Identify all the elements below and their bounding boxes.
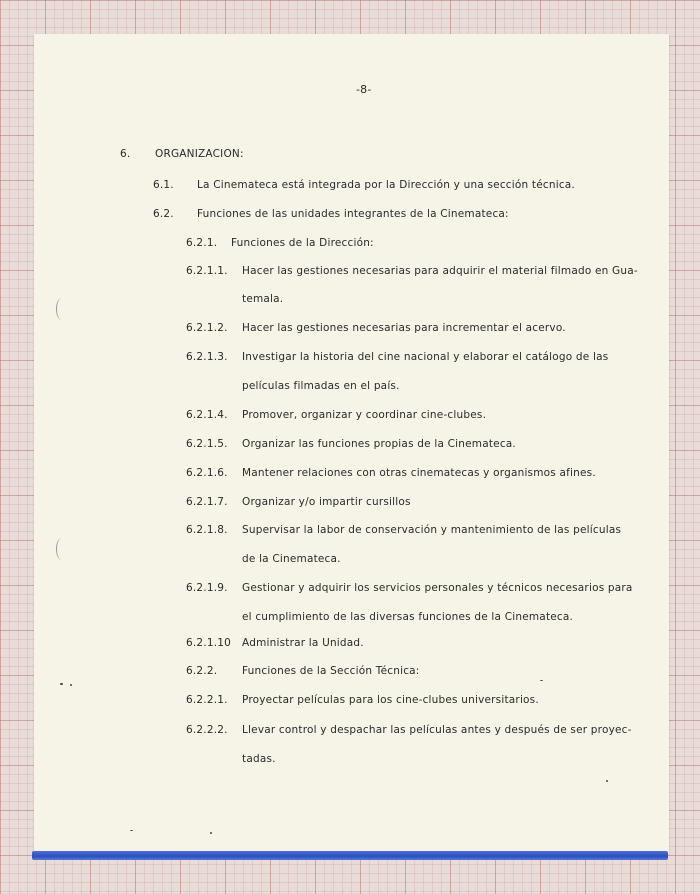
ink-speck [606, 780, 608, 782]
item-text-line: Llevar control y despachar las películas antes y después de ser proyec- [242, 724, 632, 736]
item-number: 6.2.1.1. [186, 265, 228, 277]
item-number: 6.2.1.10 [186, 637, 232, 649]
item-number: 6.2.1.9. [186, 582, 228, 594]
item-text: Proyectar películas para los cine-clubes universitarios. [242, 694, 539, 706]
ink-speck [540, 680, 543, 681]
punch-hole-mark [56, 538, 67, 560]
item-text-line: de la Cinemateca. [242, 553, 341, 565]
item-text-line: películas filmadas en el país. [242, 380, 400, 392]
item-text-line: Investigar la historia del cine nacional y elaborar el catálogo de las [242, 351, 609, 363]
item-text-line: Supervisar la labor de conservación y mantenimiento de las películas [242, 524, 622, 536]
item-number: 6.2. [153, 208, 174, 220]
item-text: Organizar las funciones propias de la Cinemateca. [242, 438, 516, 450]
item-text-line: temala. [242, 293, 284, 305]
item-text-line: Hacer las gestiones necesarias para adquirir el material filmado en Gua- [242, 265, 638, 277]
item-number: 6.2.1.5. [186, 438, 228, 450]
page-bottom-edge [32, 851, 668, 860]
item-number: 6.2.1.6. [186, 467, 228, 479]
item-number: 6.2.1.8. [186, 524, 228, 536]
item-text: La Cinemateca está integrada por la Dirección y una sección técnica. [197, 179, 575, 191]
item-text: Organizar y/o impartir cursillos [242, 496, 411, 508]
ink-speck [130, 830, 133, 831]
item-text: Mantener relaciones con otras cinematecas y organismos afines. [242, 467, 596, 479]
item-text: Funciones de las unidades integrantes de la Cinemateca: [197, 208, 509, 220]
item-text: Administrar la Unidad. [242, 637, 364, 649]
ink-speck [210, 832, 212, 834]
section-title: ORGANIZACION: [155, 148, 244, 160]
page-number: -8- [356, 83, 372, 96]
ink-speck [70, 684, 72, 686]
ink-speck [60, 683, 63, 685]
item-text-line: el cumplimiento de las diversas funciones de la Cinemateca. [242, 611, 574, 623]
item-text-line: Gestionar y adquirir los servicios personales y técnicos necesarios para [242, 582, 633, 594]
item-text: Funciones de la Dirección: [231, 237, 374, 249]
section-number: 6. [120, 148, 131, 160]
item-number: 6.2.1.3. [186, 351, 228, 363]
item-number: 6.2.2. [186, 665, 218, 677]
item-number: 6.2.1. [186, 237, 218, 249]
item-number: 6.2.1.4. [186, 409, 228, 421]
item-number: 6.2.1.7. [186, 496, 228, 508]
item-number: 6.1. [153, 179, 174, 191]
item-number: 6.2.2.1. [186, 694, 228, 706]
item-text: Promover, organizar y coordinar cine-clubes. [242, 409, 487, 421]
punch-hole-mark [56, 298, 67, 320]
item-text: Funciones de la Sección Técnica: [242, 665, 420, 677]
item-text-line: tadas. [242, 753, 276, 765]
item-text: Hacer las gestiones necesarias para incrementar el acervo. [242, 322, 566, 334]
item-number: 6.2.2.2. [186, 724, 228, 736]
item-number: 6.2.1.2. [186, 322, 228, 334]
